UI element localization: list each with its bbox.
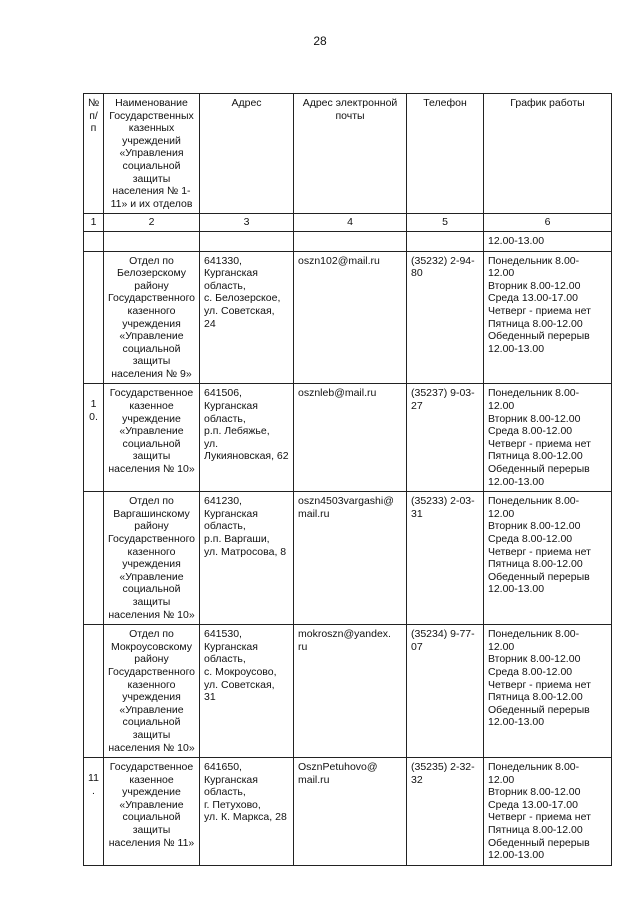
address: 641530, Курганская область, с. Мокроусово, ул. Советская, 31: [200, 625, 294, 758]
table-row: [84, 384, 612, 492]
schedule: Понедельник 8.00- 12.00 Вторник 8.00-12.00 Среда 8.00-12.00 Четверг - приема нет Пятница 8.00-12.00 Обеденный перерыв 12.00-13.00: [484, 492, 612, 625]
institution-name: Отдел по Мокроусовскому району Государственного казенного учреждения «Управление социальной защиты населения № 10»: [104, 625, 200, 758]
row-number: 10.: [84, 384, 104, 492]
header-num: № п/п: [84, 94, 104, 214]
column-number: 6: [484, 214, 612, 232]
header-phone: Телефон: [407, 94, 484, 214]
cell-empty: [294, 231, 407, 251]
table-row: [84, 625, 612, 758]
page-number: 28: [313, 34, 327, 48]
column-number: 4: [294, 214, 407, 232]
phone: (35233) 2-03- 31: [407, 492, 484, 625]
cell-empty: [200, 231, 294, 251]
column-number: 3: [200, 214, 294, 232]
institution-name: Государственное казенное учреждение «Управление социальной защиты населения № 10»: [104, 384, 200, 492]
header-email: Адрес электронной почты: [294, 94, 407, 214]
header-address: Адрес: [200, 94, 294, 214]
continuation-row: [84, 231, 612, 251]
address: 641230, Курганская область, р.п. Варгаши, ул. Матросова, 8: [200, 492, 294, 625]
institutions-table: [83, 93, 612, 866]
institution-name: Отдел по Белозерскому району Государственного казенного учреждения «Управление социальной защиты населения № 9»: [104, 251, 200, 384]
address: 641506, Курганская область, р.п. Лебяжье, ул. Лукияновская, 62: [200, 384, 294, 492]
table-header-row: [84, 94, 612, 214]
institution-name: Отдел по Варгашинскому району Государственного казенного учреждения «Управление социальной защиты населения № 10»: [104, 492, 200, 625]
cell-empty: [84, 231, 104, 251]
email: OsznPetuhovo@ mail.ru: [294, 758, 407, 866]
row-number: [84, 492, 104, 625]
column-number: 2: [104, 214, 200, 232]
row-number: [84, 625, 104, 758]
institution-name: Государственное казенное учреждение «Управление социальной защиты населения № 11»: [104, 758, 200, 866]
cell-empty: [104, 231, 200, 251]
schedule: Понедельник 8.00- 12.00 Вторник 8.00-12.00 Среда 8.00-12.00 Четверг - приема нет Пятница 8.00-12.00 Обеденный перерыв 12.00-13.00: [484, 625, 612, 758]
phone: (35232) 2-94- 80: [407, 251, 484, 384]
row-number: [84, 251, 104, 384]
cell-empty: [407, 231, 484, 251]
email: oszn4503vargashi@ mail.ru: [294, 492, 407, 625]
schedule: Понедельник 8.00- 12.00 Вторник 8.00-12.00 Среда 13.00-17.00 Четверг - приема нет Пятница 8.00-12.00 Обеденный перерыв 12.00-13.00: [484, 758, 612, 866]
row-number: 11.: [84, 758, 104, 866]
schedule: Понедельник 8.00- 12.00 Вторник 8.00-12.00 Среда 8.00-12.00 Четверг - приема нет Пятница 8.00-12.00 Обеденный перерыв 12.00-13.00: [484, 384, 612, 492]
address: 641330, Курганская область, с. Белозерское, ул. Советская, 24: [200, 251, 294, 384]
table-row: [84, 251, 612, 384]
column-number: 1: [84, 214, 104, 232]
header-schedule: График работы: [484, 94, 612, 214]
column-number: 5: [407, 214, 484, 232]
schedule: Понедельник 8.00- 12.00 Вторник 8.00-12.00 Среда 13.00-17.00 Четверг - приема нет Пятница 8.00-12.00 Обеденный перерыв 12.00-13.00: [484, 251, 612, 384]
address: 641650, Курганская область, г. Петухово, ул. К. Маркса, 28: [200, 758, 294, 866]
header-name: Наименование Государственных казенных учреждений «Управления социальной защиты населения № 1- 11» и их отделов: [104, 94, 200, 214]
table-row: [84, 758, 612, 866]
phone: (35234) 9-77- 07: [407, 625, 484, 758]
email: mokroszn@yandex. ru: [294, 625, 407, 758]
table-row: [84, 492, 612, 625]
email: oszn102@mail.ru: [294, 251, 407, 384]
phone: (35235) 2-32- 32: [407, 758, 484, 866]
column-numbers-row: [84, 214, 612, 232]
continuation-schedule: 12.00-13.00: [484, 231, 612, 251]
email: osznleb@mail.ru: [294, 384, 407, 492]
phone: (35237) 9-03- 27: [407, 384, 484, 492]
